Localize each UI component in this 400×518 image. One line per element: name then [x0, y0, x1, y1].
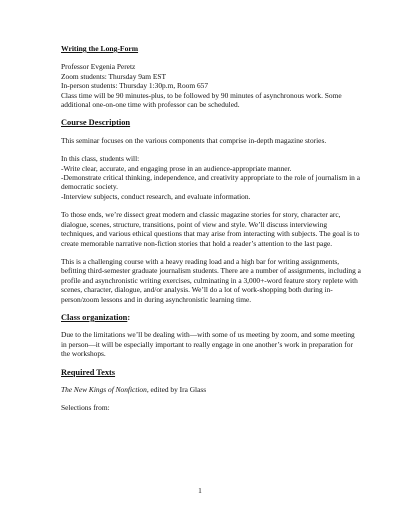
class-organization-colon: : [127, 312, 131, 322]
learning-objectives [61, 154, 361, 201]
in-person-students-line: In-person students: Thursday 1:30p.m, Room 657 [61, 81, 209, 91]
required-text-editor: , edited by Ira Glass [146, 384, 207, 394]
challenging-paragraph: This is a challenging course with a heavy reading load and a high bar for writing assignments, befitting third-semester graduate journalism students. There are a number of assignments, including a profile and asynchronistic writing exercises, culminating in a 3,000+-word feature story replete with scenes, character, dialogue, and/or analysis. We’ll do a lot of work-shopping both during in-person/zoom lessons and in during asynchronistic learning time. [61, 256, 361, 304]
selections-from: Selections from: [61, 403, 110, 413]
class-organization-heading-text: Class organization [61, 312, 128, 322]
required-text-entry [61, 385, 361, 394]
class-time-line: Class time will be 90 minutes-plus, to be followed by 90 minutes of asynchronous work. Some additional one-on-one time with professor can be scheduled. [61, 90, 342, 110]
professor-line: Professor Evgenia Peretz [61, 62, 136, 72]
objective-item: -Interview subjects, conduct research, and evaluate information. [61, 191, 251, 201]
objective-item: -Write clear, accurate, and engaging prose in an audience-appropriate manner. [61, 163, 292, 173]
class-organization-heading [61, 313, 361, 322]
zoom-students-line: Zoom students: Thursday 9am EST [61, 71, 166, 81]
required-texts-heading: Required Texts [61, 367, 116, 377]
course-info [61, 62, 361, 109]
ends-paragraph: To those ends, we’re dissect great modern and classic magazine stories for story, character arc, dialogue, scenes, structure, transitions, point of view and style. We’ll discuss interviewing techniques, and various ethical questions that may arise from interacting with subjects. The goal is to create memorable narrative non-fiction stories that hold a reader’s attention to the last page. [61, 210, 360, 248]
course-description-intro: This seminar focuses on the various components that comprise in-depth magazine stories. [61, 135, 327, 145]
course-description-heading: Course Description [61, 118, 131, 128]
document-body [61, 44, 361, 413]
document-title: Writing the Long-Form [61, 44, 139, 53]
objectives-lead: In this class, students will: [61, 154, 140, 164]
objective-item: -Demonstrate critical thinking, independence, and creativity appropriate to the role of journalism in a democratic society. [61, 173, 361, 192]
page-number: 1 [198, 486, 202, 495]
required-text-title: The New Kings of Nonfiction [61, 384, 147, 394]
class-organization-paragraph: Due to the limitations we’ll be dealing with—with some of us meeting by zoom, and some meeting in person—it will be especially important to really engage in one another’s work in preparation for the workshops. [61, 330, 355, 359]
